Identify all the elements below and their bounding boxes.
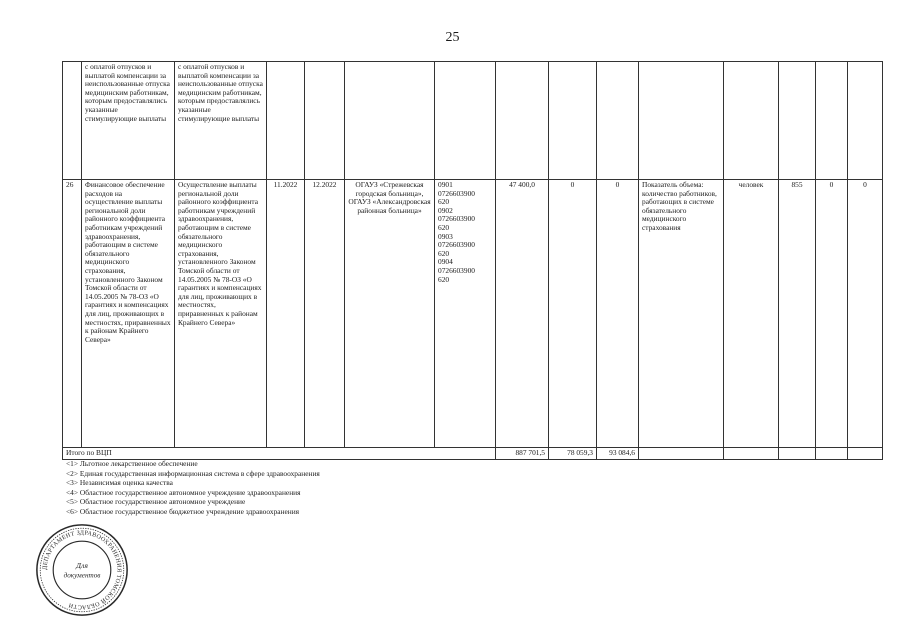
end-date: 12.2022 [305, 180, 345, 448]
event-result: Осуществление выплаты региональной доли районного коэффициента работникам учреждений здравоохранения, работающим в системе обязательного медицинского страхования, установленного Законом Томской области от 14.05.2005 № 78-ОЗ «О гарантиях и компенсациях для лиц, проживающих в местностях, приравненных к районам Крайнего Севера» [175, 180, 267, 448]
executor: ОГАУЗ «Стрежевская городская больница», ОГАУЗ «Александровская районная больница» [345, 180, 435, 448]
start-date [267, 62, 305, 180]
total-funding-year-3: 93 084,6 [597, 448, 639, 460]
empty-cell [779, 448, 816, 460]
value-year-3: 0 [848, 180, 883, 448]
program-table [62, 61, 883, 460]
footnote: <3> Независимая оценка качества [66, 478, 173, 488]
footnote: <2> Единая государственная информационная система в сфере здравоохранения [66, 468, 320, 478]
table-row [63, 62, 883, 180]
value-year-2: 0 [816, 180, 848, 448]
funding-year-1: 47 400,0 [496, 180, 549, 448]
value-year-3 [848, 62, 883, 180]
event-name: Финансовое обеспечение расходов на осуществление выплаты региональной доли районного коэффициента работникам учреждений здравоохранения, работающим в системе обязательного медицинского страхования, установленного Законом Томской области от 14.05.2005 № 78-ОЗ «О гарантиях и компенсациях для лиц, проживающих в местностях, приравненных к районам Крайнего Севера» [82, 180, 175, 448]
event-result: с оплатой отпусков и выплатой компенсации за неиспользованные отпуска медицинским работникам, которым предоставлялись указанные стимулирующие выплаты [175, 62, 267, 180]
funding-year-2 [549, 62, 597, 180]
event-name: с оплатой отпусков и выплатой компенсации за неиспользованные отпуска медицинским работникам, которым предоставлялись указанные стимулирующие выплаты [82, 62, 175, 180]
total-label: Итого по ВЦП [63, 448, 496, 460]
funding-year-1 [496, 62, 549, 180]
footnote: <4> Областное государственное автономное учреждение здравоохранения [66, 487, 301, 497]
footnote: <5> Областное государственное автономное учреждение [66, 497, 246, 507]
value-year-2 [816, 62, 848, 180]
empty-cell [816, 448, 848, 460]
funding-year-3 [597, 62, 639, 180]
row-number: 26 [63, 180, 82, 448]
total-funding-year-1: 887 701,5 [496, 448, 549, 460]
executor [345, 62, 435, 180]
page-number: 25 [445, 30, 460, 45]
end-date [305, 62, 345, 180]
empty-cell [848, 448, 883, 460]
budget-code [435, 62, 496, 180]
funding-year-2: 0 [549, 180, 597, 448]
empty-cell [724, 448, 779, 460]
indicator [639, 62, 724, 180]
unit: человек [724, 180, 779, 448]
row-number [63, 62, 82, 180]
unit [724, 62, 779, 180]
indicator: Показатель объема: количество работников, работающих в системе обязательного медицинского страхования [639, 180, 724, 448]
stamp-center-line-1: Для [76, 561, 88, 571]
funding-year-3: 0 [597, 180, 639, 448]
stamp-center-line-2: документов [63, 571, 101, 580]
budget-code: 0901 0726603900 620 0902 0726603900 620 0903 0726603900 620 0904 0726603900 620 [435, 180, 496, 448]
start-date: 11.2022 [267, 180, 305, 448]
stamp-ring-text: ДЕПАРТАМЕНТ ЗДРАВООХРАНЕНИЯ ТОМСКОЙ ОБЛАСТИ [42, 530, 122, 610]
stamp-seal [34, 522, 130, 618]
footnotes [66, 459, 320, 517]
value-year-1 [779, 62, 816, 180]
total-funding-year-2: 78 059,3 [549, 448, 597, 460]
footnote: <6> Областное государственное бюджетное учреждение здравоохранения [66, 506, 300, 516]
empty-cell [639, 448, 724, 460]
total-row [63, 448, 883, 460]
table-row [63, 180, 883, 448]
footnote: <1> Льготное лекарственное обеспечение [66, 459, 198, 468]
value-year-1: 855 [779, 180, 816, 448]
